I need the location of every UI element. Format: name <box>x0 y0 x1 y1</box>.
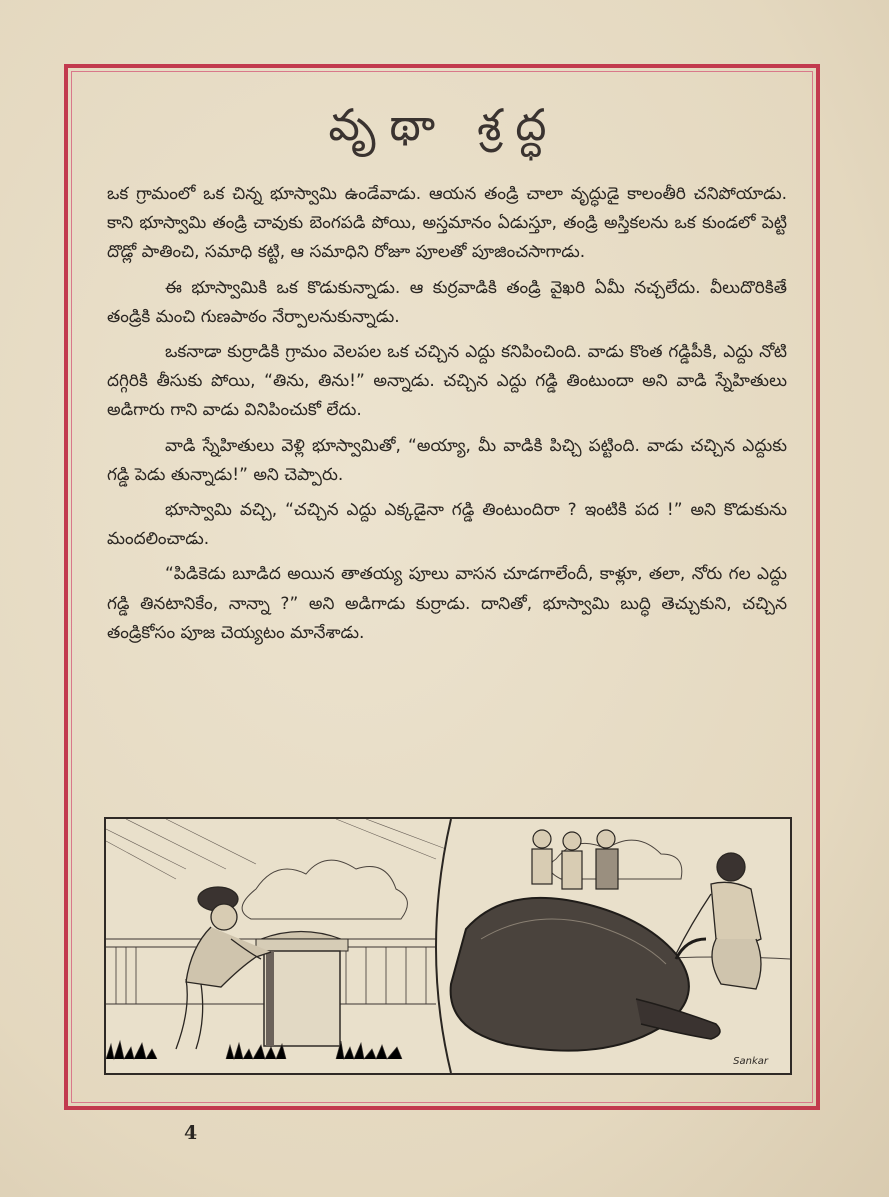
dead-ox <box>451 898 720 1051</box>
paragraph-1: ఒక గ్రామంలో ఒక చిన్న భూస్వామి ఉండేవాడు. ఆయన తండ్రి చాలా వృద్ధుడై కాలంతీరి చనిపోయాడు. కాని భూస్వామి తండ్రి చావుకు బెంగపడి పోయి, అస్తమానం ఏడుస్తూ, తండ్రి అస్తికలను ఒక కుండలో పెట్టి దొడ్లో పాతించి, సమాధి కట్టి, ఆ సమాధిని రోజూ పూలతో పూజించసాగాడు. <box>107 184 787 263</box>
artist-signature: Sankar <box>733 1056 768 1067</box>
paragraph-3: ఒకనాడా కుర్రాడికి గ్రామం వెలపల ఒక చచ్చిన ఎద్దు కనిపించింది. వాడు కొంత గడ్డిపీకి, ఎద్దు నోటి దగ్గిరికి తీసుకు పోయి, “తిను, తిను!” అన్నాడు. చచ్చిన ఎద్దు గడ్డి తింటుందా అని వాడి స్నేహితులు అడిగారు గాని వాడు వినిపించుకో లేదు. <box>107 342 787 421</box>
story-illustration <box>104 817 792 1075</box>
panel-divider <box>436 819 451 1073</box>
grass <box>106 1041 402 1059</box>
friends-figures <box>532 830 618 889</box>
story-title: వృథా శ్రద్ధ <box>328 100 561 151</box>
page-number: 4 <box>184 1122 198 1144</box>
boy-figure <box>676 853 761 989</box>
paragraph-4: వాడి స్నేహితులు వెళ్లి భూస్వామితో, “అయ్యా, మీ వాడికి పిచ్చి పట్టింది. వాడు చచ్చిన ఎద్దుకు గడ్డి పెడు తున్నాడు!” అని చెప్పారు. <box>107 435 787 485</box>
cloud-left <box>242 860 407 919</box>
tomb <box>256 932 348 1047</box>
sky-hatching <box>106 819 446 879</box>
paragraph-6: “పిడికెడు బూడిద అయిన తాతయ్య పూలు వాసన చూడగాలేందీ, కాళ్లూ, తలా, నోరు గల ఎద్దు గడ్డి తినటానికేం, నాన్నా ?” అని అడిగాడు కుర్రాడు. దానితో, భూస్వామి బుద్ధి తెచ్చుకుని, చచ్చిన తండ్రికోసం పూజ చెయ్యటం మానేశాడు. <box>107 564 787 643</box>
illustration-drawing <box>106 819 790 1073</box>
paragraph-2: ఈ భూస్వామికి ఒక కొడుకున్నాడు. ఆ కుర్రవాడికి తండ్రి వైఖరి ఏమీ నచ్చలేదు. వీలుదొరికితే తండ్రికి మంచి గుణపాఠం నేర్పాలనుకున్నాడు. <box>107 277 787 327</box>
landlord-figure <box>176 887 271 1049</box>
paragraph-5: భూస్వామి వచ్చి, “చచ్చిన ఎద్దు ఎక్కడైనా గడ్డి తింటుందిరా ? ఇంటికి పద !” అని కొడుకును మందలించాడు. <box>107 500 787 550</box>
story-text <box>107 180 787 654</box>
